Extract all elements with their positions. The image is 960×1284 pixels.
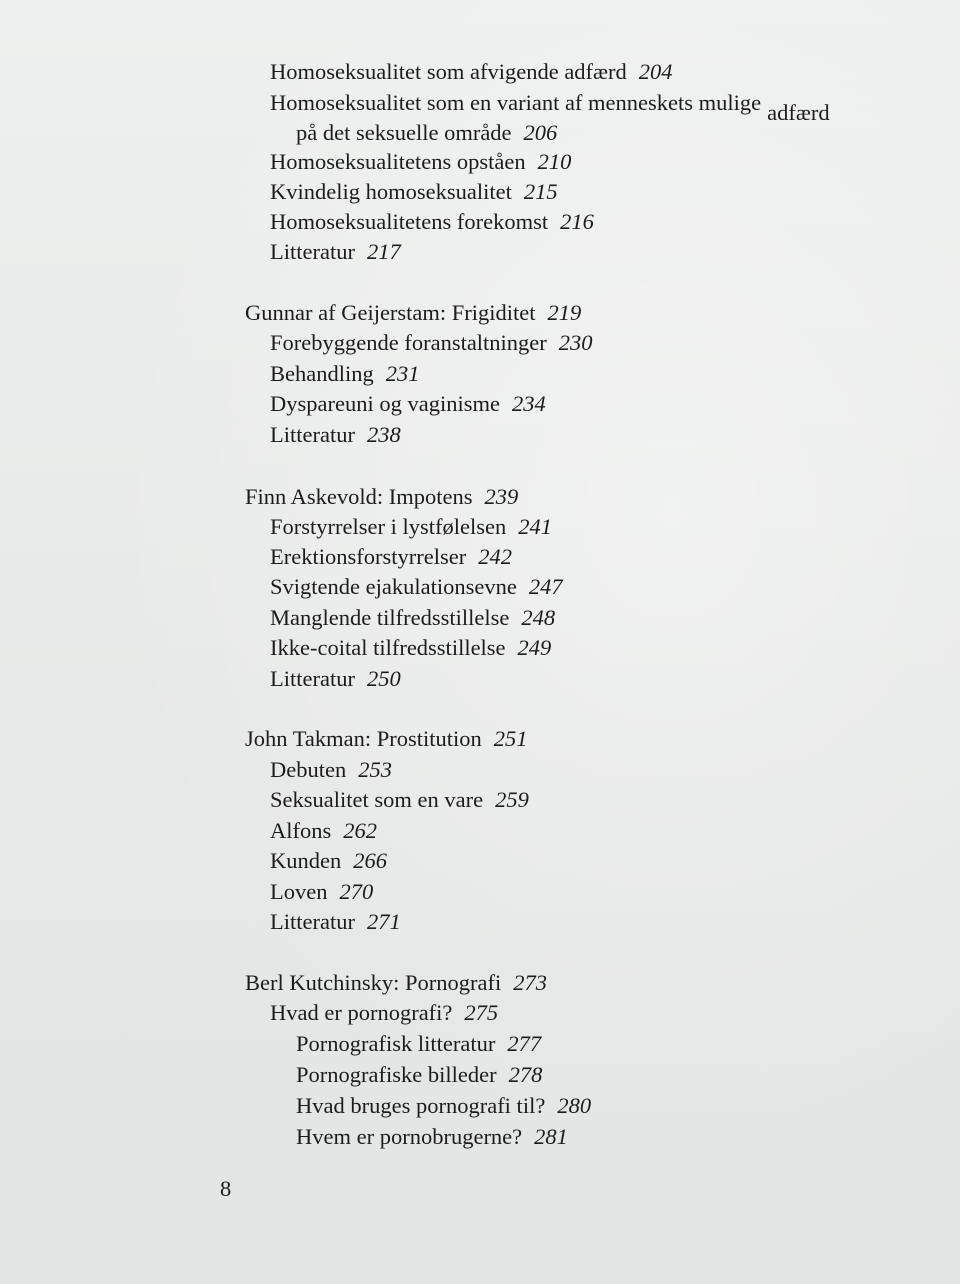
- toc-entry: [270, 88, 830, 125]
- toc-entry: [296, 1060, 542, 1090]
- toc-entry-title: Homoseksualitetens opståen: [270, 149, 526, 174]
- toc-entry-title: Hvad bruges pornografi til?: [296, 1093, 546, 1118]
- toc-chapter-page: 219: [547, 300, 582, 325]
- toc-entry: [296, 1122, 568, 1152]
- toc-entry-title: Manglende tilfredsstillelse: [270, 605, 510, 630]
- toc-chapter-title: Finn Askevold: Impotens: [245, 484, 473, 509]
- toc-entry-title: Homoseksualitet som afvigende adfærd: [270, 59, 627, 84]
- toc-entry: [270, 147, 571, 177]
- toc-entry-page: 248: [521, 605, 556, 630]
- toc-entry-page: 215: [523, 179, 558, 204]
- toc-entry-page: 204: [638, 59, 673, 84]
- toc-entry-title: på det seksuelle område: [296, 120, 512, 145]
- toc-chapter-heading: [245, 482, 518, 512]
- toc-entry: [270, 664, 401, 694]
- toc-entry-title: Kunden: [270, 848, 342, 873]
- toc-entry-title: Svigtende ejakulationsevne: [270, 574, 517, 599]
- toc-entry-page: 231: [385, 361, 420, 386]
- toc-entry: [270, 785, 529, 815]
- toc-entry-page: 234: [511, 391, 546, 416]
- toc-entry-page: 241: [518, 514, 552, 539]
- toc-entry-page: 242: [478, 544, 512, 569]
- toc-entry-title: Litteratur: [270, 666, 355, 691]
- toc-entry: [270, 572, 563, 602]
- toc-chapter-heading: [245, 298, 581, 328]
- toc-entry-title: Kvindelig homoseksualitet: [270, 179, 512, 204]
- toc-entry: [270, 816, 377, 846]
- toc-entry-title-tail: adfærd: [767, 100, 830, 125]
- toc-entry: [270, 877, 373, 907]
- toc-chapter-page: 273: [513, 970, 547, 995]
- toc-entry: [270, 237, 401, 267]
- toc-entry-title: Hvem er pornobrugerne?: [296, 1124, 523, 1149]
- toc-entry-title: Erektionsforstyrrelser: [270, 544, 467, 569]
- toc-entry-page: 262: [343, 818, 377, 843]
- toc-entry-title: Alfons: [270, 818, 332, 843]
- toc-entry-page: 230: [558, 330, 593, 355]
- toc-entry: [270, 177, 558, 207]
- toc-entry: [270, 420, 401, 450]
- toc-entry-page: 271: [366, 909, 401, 934]
- toc-entry-page: 259: [495, 787, 529, 812]
- toc-entry: [270, 907, 401, 937]
- toc-entry-title: Dyspareuni og vaginisme: [270, 391, 500, 416]
- toc-entry: [270, 998, 498, 1028]
- toc-entry-page: 281: [534, 1124, 568, 1149]
- toc-entry: [296, 1091, 591, 1121]
- toc-chapter-page: 239: [484, 484, 519, 509]
- toc-entry: [296, 118, 557, 148]
- toc-entry-title: Forstyrrelser i lystfølelsen: [270, 514, 507, 539]
- toc-entry-title: Behandling: [270, 361, 374, 386]
- toc-entry-page: 275: [464, 1000, 499, 1025]
- toc-entry-title: Litteratur: [270, 239, 355, 264]
- toc-chapter-page: 251: [493, 726, 528, 751]
- toc-entry-page: 216: [560, 209, 594, 234]
- toc-entry-title: Homoseksualitetens forekomst: [270, 209, 549, 234]
- toc-entry-title: Pornografiske billeder: [296, 1062, 497, 1087]
- toc-entry: [270, 846, 387, 876]
- toc-entry: [270, 755, 392, 785]
- toc-entry: [270, 603, 555, 633]
- toc-entry-page: 280: [557, 1093, 592, 1118]
- toc-entry: [270, 207, 594, 237]
- toc-entry-title: Homoseksualitet som en variant af menneskets mulige: [270, 90, 762, 115]
- toc-entry-page: 247: [528, 574, 563, 599]
- toc-entry: [270, 57, 673, 87]
- toc-entry-page: 249: [517, 635, 552, 660]
- toc-entry: [270, 542, 512, 572]
- toc-entry-title: Litteratur: [270, 422, 355, 447]
- toc-entry-title: Debuten: [270, 757, 347, 782]
- toc-entry: [296, 1029, 541, 1059]
- toc-entry-title: Ikke-coital tilfredsstillelse: [270, 635, 506, 660]
- toc-chapter-heading: [245, 724, 528, 754]
- toc-entry-page: 270: [339, 879, 374, 904]
- toc-chapter-title: Gunnar af Geijerstam: Frigiditet: [245, 300, 536, 325]
- toc-entry-title: Hvad er pornografi?: [270, 1000, 453, 1025]
- toc-entry-title: Forebyggende foranstaltninger: [270, 330, 547, 355]
- toc-entry: [270, 633, 551, 663]
- toc-entry: [270, 389, 546, 419]
- toc-entry-page: 266: [353, 848, 387, 873]
- toc-entry-title: Seksualitet som en vare: [270, 787, 484, 812]
- toc-entry-page: 238: [366, 422, 401, 447]
- toc-entry-title: Pornografisk litteratur: [296, 1031, 496, 1056]
- toc-entry-page: 210: [537, 149, 572, 174]
- toc-entry-page: 277: [507, 1031, 542, 1056]
- toc-chapter-title: John Takman: Prostitution: [245, 726, 482, 751]
- toc-chapter-heading: [245, 968, 547, 998]
- toc-entry: [270, 359, 419, 389]
- toc-entry: [270, 328, 593, 358]
- toc-entry-page: 206: [523, 120, 558, 145]
- toc-entry-page: 253: [358, 757, 392, 782]
- toc-entry-page: 278: [508, 1062, 543, 1087]
- toc-entry-page: 250: [366, 666, 401, 691]
- toc-chapter-title: Berl Kutchinsky: Pornografi: [245, 970, 502, 995]
- toc-entry-title: Loven: [270, 879, 328, 904]
- toc-entry: [270, 512, 552, 542]
- toc-entry-page: 217: [366, 239, 401, 264]
- toc-entry-title: Litteratur: [270, 909, 355, 934]
- page-number: 8: [220, 1176, 232, 1201]
